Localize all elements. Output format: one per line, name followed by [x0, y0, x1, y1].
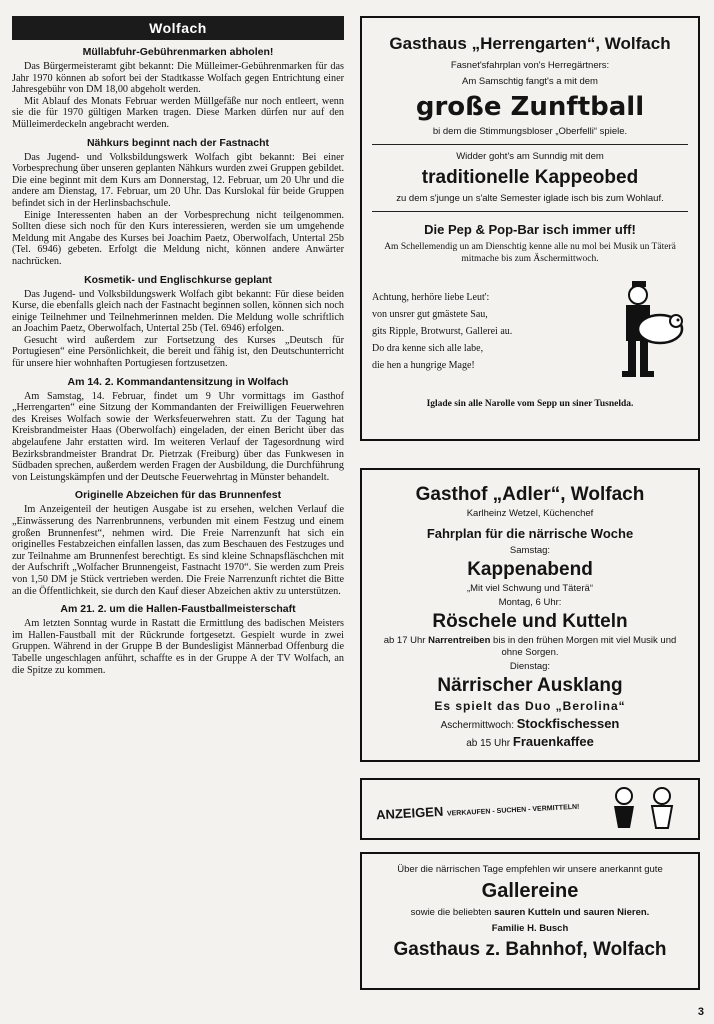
event-title: Frauenkaffee [512, 734, 594, 749]
ad-anzeigen [360, 778, 700, 840]
event-title: Kappenabend [467, 559, 593, 580]
chef-verse [372, 289, 512, 374]
ad-text-pre: sowie die beliebten [410, 907, 492, 918]
event-time: ab 17 Uhr [383, 635, 426, 646]
article-paragraph: Das Jugend- und Volksbildungswerk Wolfach gibt bekannt: Für diese beiden Kurse, die ebenfalls gleich nach der Fastnacht beginnen sollen, können sich noch einige Teilnehmer und Teilnehmerinnen melden. Die Meldung wolle schriftlich an Joachim Paetz, Oberwolfach, Untertal 25b (Tel. 6946) erfolgen. [12, 288, 344, 335]
ad-text: zu dem s'junge un s'alte Semester iglade isch bis zum Wohlauf. [396, 193, 664, 204]
ad-headline: traditionelle Kappeobed [421, 167, 639, 188]
coffee-row [372, 734, 688, 749]
event-highlight: Narrentreiben [428, 635, 491, 646]
article-paragraph: Im Anzeigenteil der heutigen Ausgabe ist zu ersehen, welchen Verlauf die „Einwässerung des Narrenbrunnens, verbunden mit einem Festzug und einem großen Brunnenfest“, nehmen wird. Die Freie Narrenzunft hat sich ein originelles Festabzeichen einfallen lassen, das zum Beschauen des Festzuges und zur Teilnahme am Brunnenfest berechtigt. Es sind kleine Schnapsfläschchen mit der Aufschrift „Wolfacher Brunnengeist, Fastnacht 1970“. Sie werden zum Preis von 1,50 DM je Stück vertrieben werden. Die Freie Narrenzunft richtet die Bitte an die Öffentlichkeit, sie durch den Kauf dieser Abzeichen aktiv zu unterstützen. [12, 504, 344, 597]
event-text: bis in den frühen Morgen mit viel Musik und ohne Sorgen. [493, 635, 677, 658]
event-subtitle: „Mit viel Schwung und Täterä“ [466, 583, 594, 594]
divider [372, 211, 688, 212]
chef-section [372, 281, 688, 381]
event-title: Stockfischessen [516, 716, 620, 731]
article-paragraph: Mit Ablauf des Monats Februar werden Müllgefäße nur noch entleert, wenn sie die für 1970 gültigen Marken tragen. Diese Marken dürfen nur auf den Mülleimerdeckeln angebracht werden. [12, 95, 344, 130]
ad-adler [360, 468, 700, 762]
article-heading: Nähkurs beginnt nach der Fastnacht [86, 136, 270, 149]
anzeigen-lettering [376, 796, 580, 822]
ad-text: Über die närrischen Tage empfehlen wir unsere anerkannt gute [397, 864, 663, 875]
ad-title: Gasthof „Adler“, Wolfach [415, 484, 645, 505]
ad-text: bi dem die Stimmungsbloser „Oberfelli“ spiele. [432, 126, 628, 137]
day-label: Samstag: [509, 545, 551, 556]
ad-footer: Iglade sin alle Narolle vom Sepp un siner Tusnelda. [426, 399, 634, 409]
anzeigen-row [362, 780, 698, 838]
verse-line: Achtung, herhöre liebe Leut': [372, 291, 490, 303]
ad-headline: große Zunftball [415, 92, 645, 122]
ad-text: Fasnet'sfahrplan von's Herregärtners: [450, 60, 610, 71]
jester-figures-illustration [604, 784, 684, 834]
ad-herrengarten [360, 16, 700, 441]
article-paragraph: Das Jugend- und Volksbildungswerk Wolfach gibt bekannt: Bei einer Vorbesprechung über unseren geplanten Nähkurs wurden zwei Gruppen gebildet. Die eine beginnt mit dem Kurs am Donnerstag, 12. Februar, um 20 Uhr und die andere am Dienstag, 17. Februar, um 20 Uhr. Das Kurslokal für beide Gruppen befindet sich in der Herlinsbachschule. [12, 151, 344, 209]
ad-text: Widder goht's am Sunndig mit dem [456, 151, 604, 162]
ad-family: Familie H. Busch [491, 923, 569, 934]
ad-headline: Die Pep & Pop-Bar isch immer uff! [424, 222, 636, 237]
ad-headline: Gallereine [481, 880, 579, 902]
masthead-title: Wolfach [149, 20, 207, 36]
article-heading: Müllabfuhr-Gebührenmarken abholen! [82, 46, 274, 58]
article-heading: Am 14. 2. Kommandantensitzung in Wolfach [67, 375, 289, 388]
time-label: ab 15 Uhr [466, 738, 511, 749]
event-subtitle: Es spielt das Duo „Berolina“ [434, 699, 626, 713]
event-title: Närrischer Ausklang [437, 675, 623, 696]
event-title: Röschele und Kutteln [432, 611, 628, 632]
ad-title: Gasthaus z. Bahnhof, Wolfach [393, 939, 667, 960]
ad-bahnhof [360, 852, 700, 990]
verse-line: die hen a hungrige Mage! [372, 359, 475, 371]
anzeigen-main: ANZEIGEN [375, 803, 444, 822]
ad-title: Gasthaus „Herrengarten“, Wolfach [389, 34, 671, 53]
article-heading: Kosmetik- und Englischkurse geplant [84, 273, 272, 286]
article-paragraph: Gesucht wird außerdem zur Fortsetzung des Kurses „Deutsch für Portugiesen“ eine Persönlichkeit, die bereit und fähig ist, den Deutschunterricht für unsere hier wohnhaften Portugiesen fortzusetzen. [12, 334, 344, 370]
verse-line: gits Ripple, Brotwurst, Gallerei au. [372, 325, 513, 337]
day-label: Aschermittwoch: [440, 720, 514, 731]
verse-line: von unsrer gut gmästete Sau, [372, 308, 488, 320]
article-paragraph: Am Samstag, 14. Februar, findet um 9 Uhr vormittags im Gasthof „Herrengarten“ eine Sitzung der Kommandanten der Freiwilligen Feuerwehren des Kreises Wolfach sowie der Werksfeuerwehren statt. Zu der Tagung hat Kreisbrandmeister Haas (Oberwolfach) eingeladen, der einen Bericht über das abgelaufene Jahr erstatten wird. Im weiteren Verlauf der Tagesordnung wird Bezirksbrandmeister Brandrat Dr. Pietrzak (Freiburg) über das Funkwesen in Südbaden sprechen, außerdem werden Fragen der Ausbildung, die Durchführung von Leistungskämpfen und der Deutsche Feuerwehrtag in Münster behandelt. [12, 390, 344, 483]
page-number: 3 [697, 1006, 704, 1018]
article-heading: Originelle Abzeichen für das Brunnenfest [74, 489, 282, 502]
ad-text: Am Samschtig fangt's a mit dem [462, 76, 598, 87]
ad-text [372, 907, 688, 919]
divider [372, 144, 688, 145]
article-paragraph: Einige Interessenten haben an der Vorbesprechung nicht teilgenommen. Sollten diese sich noch für den Kurs interessieren, werden sie um umgehende Meldung mit Angabe des Kurses bei Joachim Paetz, Oberwolfach, Untertal 25b (Tel. 6946) gebeten. Erfolgt die Meldung nicht, können andere Anwärter nachrücken. [12, 209, 344, 267]
event-subtitle [372, 635, 688, 659]
masthead [12, 16, 344, 40]
day-label: Montag, 6 Uhr: [498, 597, 562, 608]
news-column [12, 16, 344, 676]
verse-line: Do dra kenne sich alle labe, [372, 342, 484, 354]
ad-text-bold: sauren Kutteln und sauren Nieren. [494, 907, 650, 918]
ad-subtitle: Fahrplan für die närrische Woche [426, 526, 634, 541]
anzeigen-sub: VERKAUFEN - SUCHEN - VERMITTELN! [446, 803, 580, 818]
ash-wednesday-row [372, 716, 688, 731]
ad-text: Karlheinz Wetzel, Küchenchef [466, 508, 594, 519]
article-paragraph: Das Bürgermeisteramt gibt bekannt: Die Mülleimer-Gebührenmarken für das Jahr 1970 können ab sofort bei der Stadtkasse Wolfach gegen Entrichtung einer Jahresgebühr von DM 18,00 abgeholt werden. [12, 61, 344, 96]
chef-with-pig-illustration [608, 281, 688, 381]
article-heading: Am 21. 2. um die Hallen-Faustballmeisterschaft [60, 603, 296, 616]
ad-text: Am Schellemendig un am Dienschtig kenne alle nu mol bei Musik un Täterä mitmache bis zum Äschermittwoch. [384, 242, 676, 264]
article-paragraph: Am letzten Sonntag wurde in Rastatt die Ermittlung des badischen Meisters im Hallen-Faustball mit der Rückrunde fortgesetzt. Gespielt wurde in zwei Gruppen. Während in der Gruppe B der Bundesligist Männerbad Offenburg die Tabelle ungeschlagen anführt, schaffte es in der Gruppe A der TV Wolfach, an die Spitze zu kommen. [12, 618, 344, 676]
day-label: Dienstag: [509, 661, 551, 672]
